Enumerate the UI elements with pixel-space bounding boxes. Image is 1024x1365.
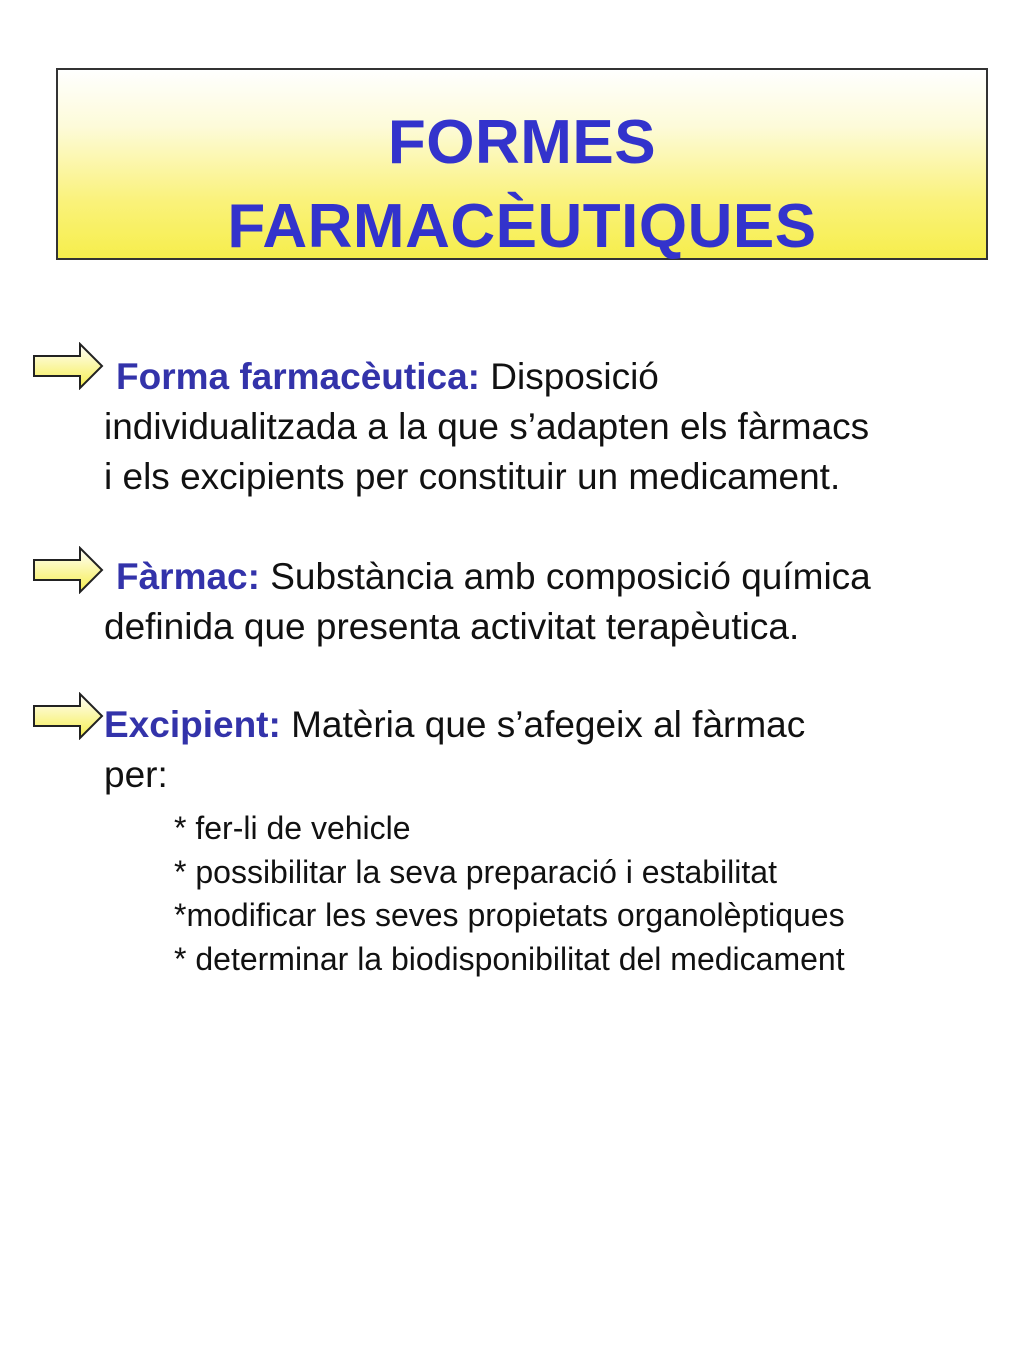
- definition-line: Excipient: Matèria que s’afegeix al fàrmac: [104, 704, 806, 745]
- definition-line: Fàrmac: Substància amb composició química: [116, 556, 871, 597]
- arrow-right-icon: [32, 342, 104, 390]
- definition-line: individualitzada a la que s’adapten els fàrmacs: [104, 406, 870, 447]
- excipient-use-item: * fer-li de vehicle: [174, 810, 411, 846]
- excipient-use-item: * possibilitar la seva preparació i estabilitat: [174, 854, 777, 890]
- definition-term: Excipient:: [104, 704, 281, 745]
- arrow-right-icon: [32, 546, 104, 594]
- title-line-1: FORMES: [387, 108, 657, 177]
- definition-line: per:: [104, 754, 168, 795]
- definition-term: Fàrmac:: [116, 556, 260, 597]
- definition-term: Forma farmacèutica:: [116, 356, 480, 397]
- definition-line: i els excipients per constituir un medicament.: [104, 456, 841, 497]
- definition-line: Forma farmacèutica: Disposició: [116, 356, 659, 397]
- definition-line: definida que presenta activitat terapèutica.: [104, 606, 800, 647]
- title-line-2: FARMACÈUTIQUES: [227, 192, 817, 261]
- arrow-right-icon: [32, 692, 104, 740]
- excipient-use-item: * determinar la biodisponibilitat del medicament: [174, 941, 845, 977]
- excipient-use-item: *modificar les seves propietats organolèptiques: [174, 897, 845, 933]
- title-banner: [56, 68, 988, 260]
